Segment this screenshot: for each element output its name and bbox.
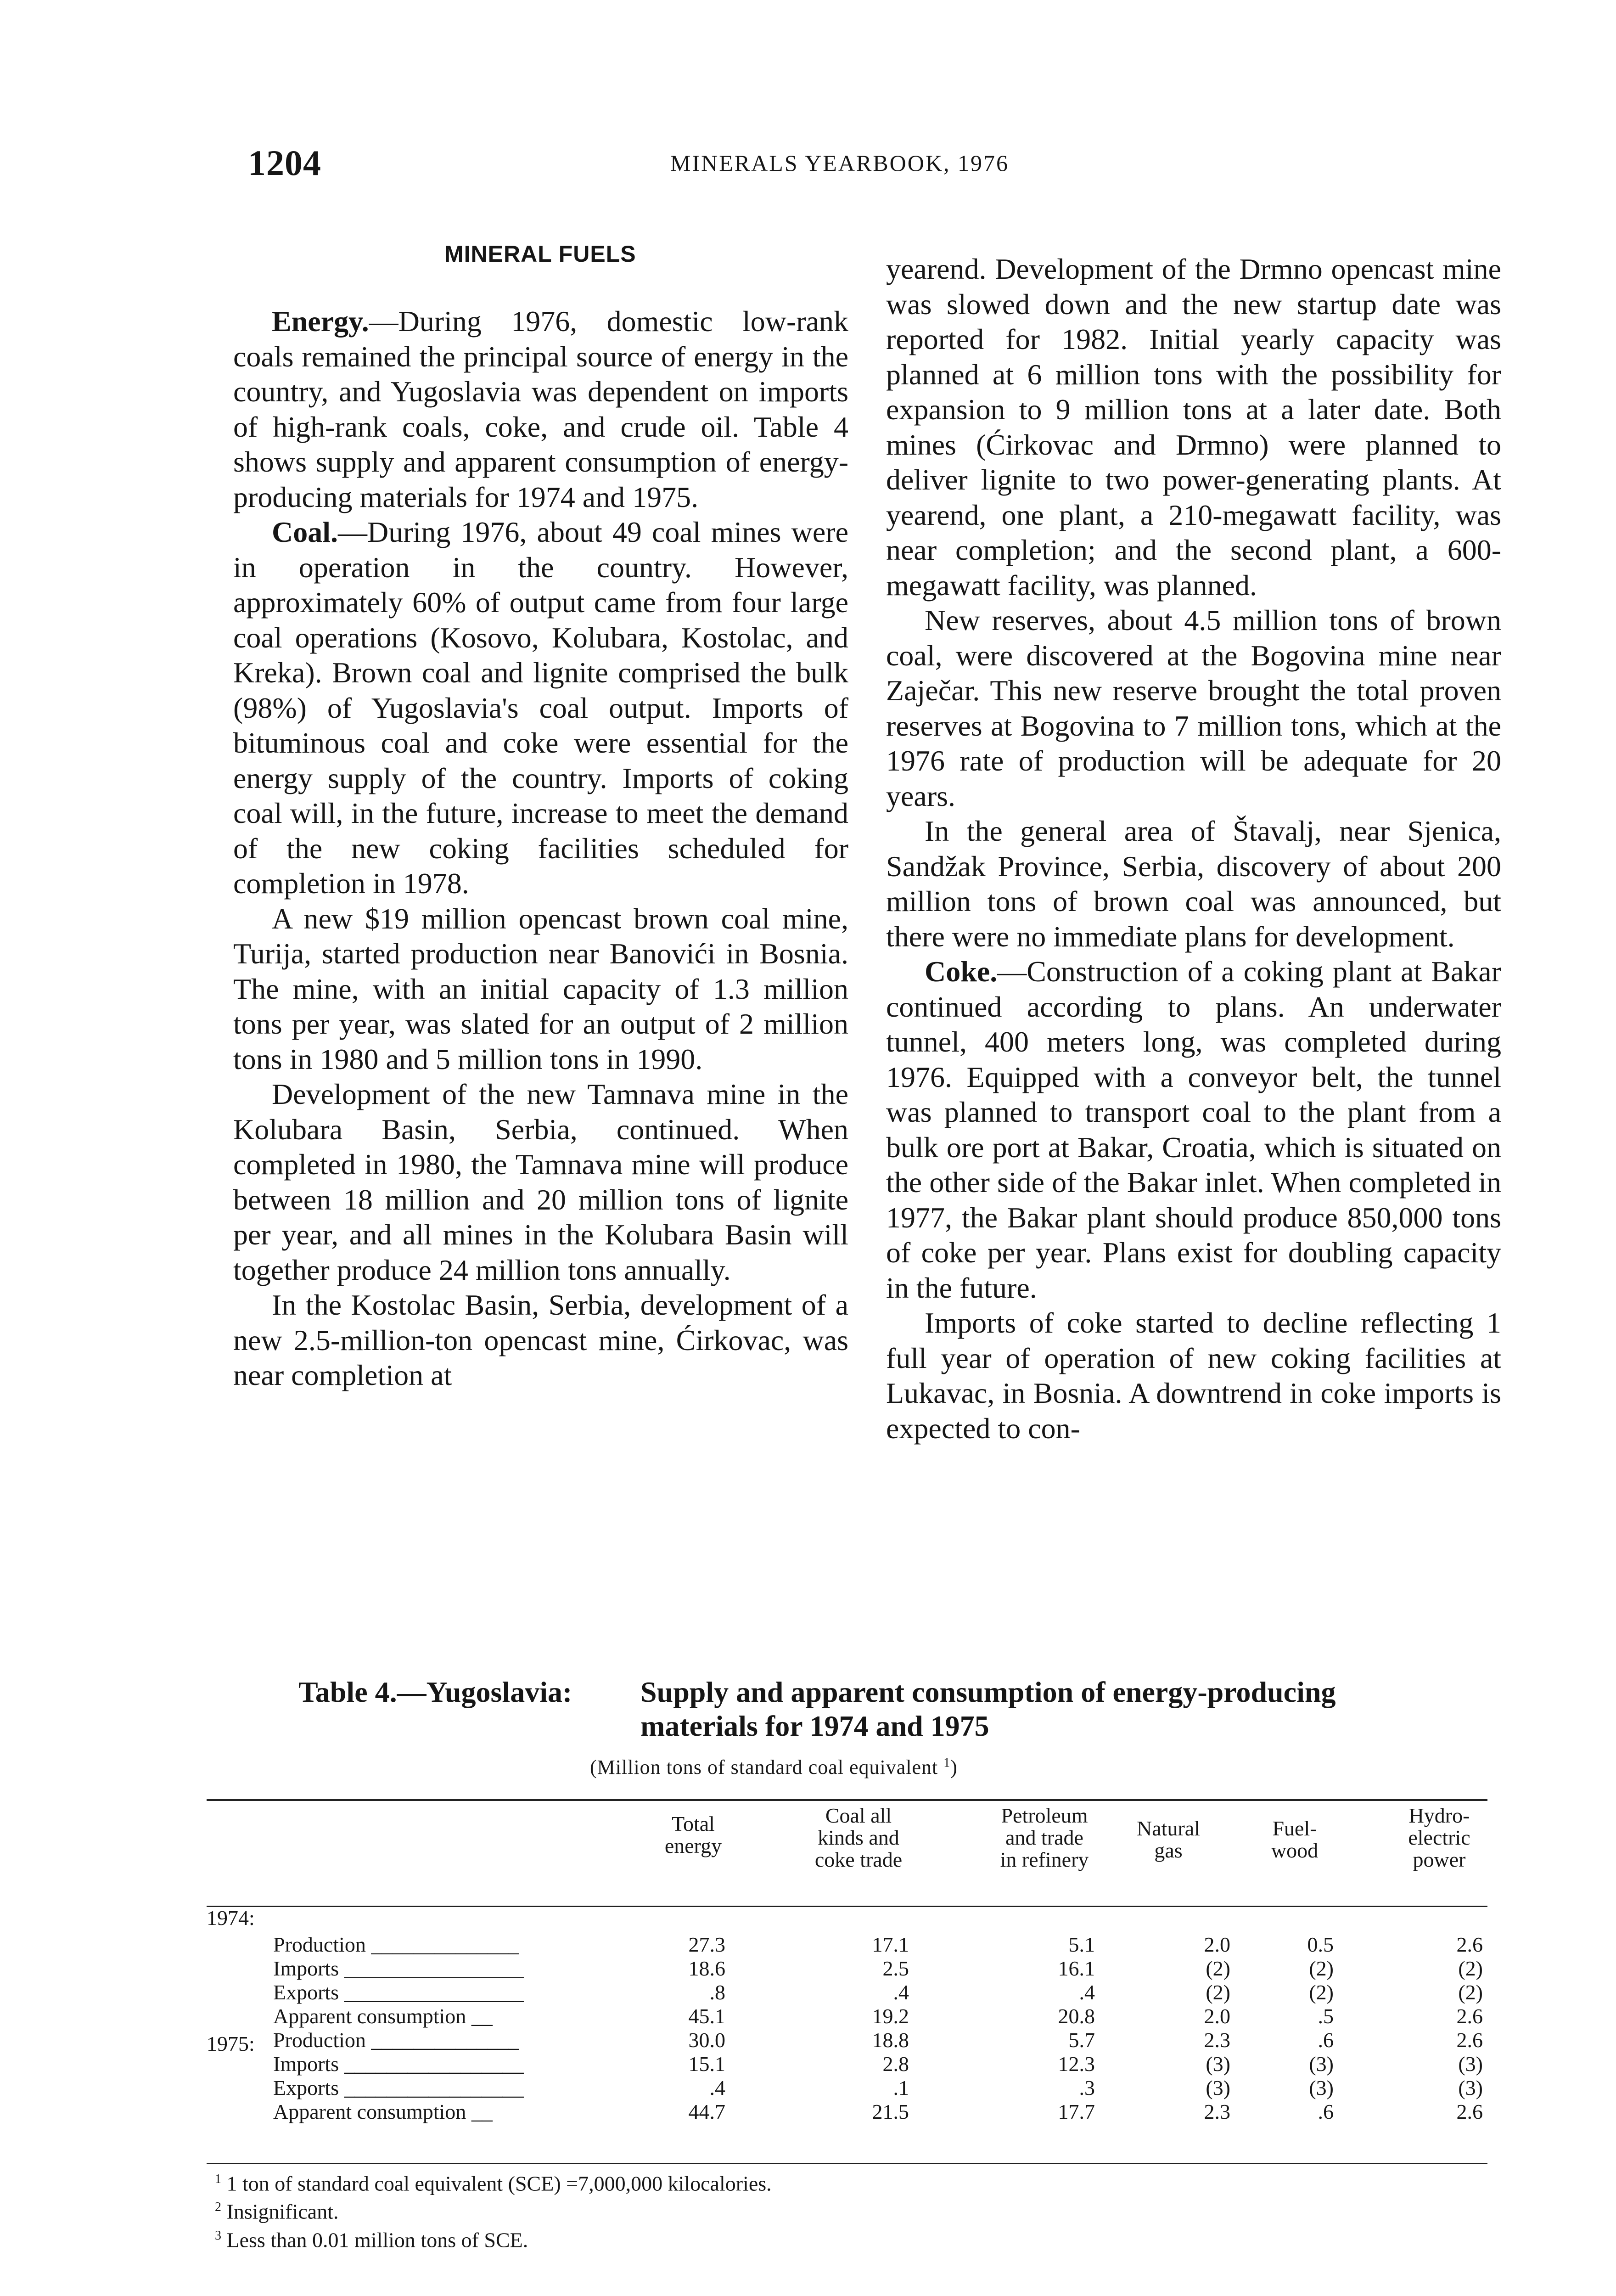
- paragraph-text: In the general area of Štavalj, near Sjenica, Sandžak Province, Serbia, discovery of about 200 million tons of brown coal was announced, but there were no immediate plans for development.: [886, 815, 1501, 953]
- table-cell: .4: [709, 2076, 725, 2099]
- table-cell: 2.3: [1204, 2028, 1230, 2052]
- body-paragraph: [886, 814, 1501, 954]
- body-paragraph: [886, 252, 1501, 603]
- table-cell: 2.6: [1456, 1933, 1483, 1956]
- body-paragraph: [233, 1288, 848, 1393]
- table-cell: .4: [893, 1981, 909, 2004]
- paragraph-runin-heading: Coal.: [272, 516, 338, 548]
- footnote: [215, 2224, 772, 2252]
- column-header: [1116, 1818, 1221, 1862]
- table-cell: (2): [1206, 1981, 1230, 2004]
- table-cell: .5: [1318, 2004, 1334, 2028]
- table-cell: 2.0: [1204, 1933, 1230, 1956]
- column-header-line: Natural: [1137, 1817, 1200, 1840]
- column-header: [783, 1805, 934, 1871]
- table-cell: 16.1: [1058, 1957, 1095, 1980]
- row-label-text: Exports: [273, 1981, 339, 2004]
- body-paragraph: [233, 901, 848, 1077]
- table-cell: 2.0: [1204, 2004, 1230, 2028]
- table-cell: 17.7: [1058, 2100, 1095, 2123]
- column-header: [1380, 1805, 1499, 1871]
- row-label-text: Imports: [273, 2052, 339, 2076]
- table-row-label: [273, 2099, 493, 2124]
- body-paragraph: [233, 515, 848, 901]
- table-cell: (2): [1458, 1981, 1483, 2004]
- table-cell: .1: [893, 2076, 909, 2099]
- table-cell: 2.3: [1204, 2100, 1230, 2123]
- column-header: [962, 1805, 1127, 1871]
- paragraph-text: A new $19 million opencast brown coal mine, Turija, started production near Banovići in Bosnia. The mine, with an initial capacity of 1.3 million tons per year, was slated for an output of 2 million tons in 1980 and 5 million tons in 1990.: [233, 902, 848, 1075]
- table-cell: 44.7: [688, 2100, 725, 2123]
- column-header-line: power: [1413, 1848, 1466, 1871]
- footnote-mark: 3: [215, 2228, 221, 2243]
- column-header-line: gas: [1154, 1839, 1183, 1862]
- table-cell: (2): [1458, 1957, 1483, 1980]
- table-cell: .6: [1318, 2100, 1334, 2123]
- table-cell: 15.1: [688, 2052, 725, 2076]
- paragraph-text: New reserves, about 4.5 million tons of brown coal, were discovered at the Bogovina mine near Zaječar. This new reserve brought the total proven reserves at Bogovina to 7 million tons, which at the 1976 rate of production will be adequate for 20 years.: [886, 604, 1501, 812]
- footnote-mark: 2: [215, 2200, 221, 2215]
- table-cell: (2): [1309, 1981, 1334, 2004]
- table-cell: 30.0: [688, 2028, 725, 2052]
- paragraph-text: —During 1976, about 49 coal mines were in operation in the country. However, approximately 60% of output came from four large coal operations (Kosovo, Kolubara, Kostolac, and Kreka). Brown coal and lignite comprised the bulk (98%) of Yugoslavia's coal output. Imports of bituminous coal and coke were essential for the energy supply of the country. Imports of coking coal will, in the future, increase to meet the demand of the new coking facilities scheduled for completion in 1978.: [233, 516, 848, 900]
- table-units-suffix: ): [950, 1756, 958, 1778]
- body-paragraph: [886, 1306, 1501, 1446]
- row-label-text: Exports: [273, 2076, 339, 2099]
- column-header-line: Hydro-: [1408, 1804, 1470, 1827]
- row-label-leader: ______________: [365, 2028, 519, 2052]
- row-label-leader: __: [466, 2100, 493, 2123]
- row-label-leader: __: [466, 2004, 493, 2028]
- table-cell: 0.5: [1307, 1933, 1334, 1956]
- footnote: [215, 2167, 772, 2195]
- body-paragraph: [886, 603, 1501, 814]
- column-header-line: Petroleum: [1001, 1804, 1088, 1827]
- column-header-line: Coal all: [825, 1804, 892, 1827]
- column-header-line: Total: [672, 1812, 715, 1835]
- section-title: MINERAL FUELS: [444, 241, 636, 267]
- table-row-label: [273, 2052, 524, 2076]
- page-number: 1204: [248, 143, 321, 183]
- row-label-text: Apparent consumption: [273, 2100, 466, 2123]
- table-cell: 2.6: [1456, 2004, 1483, 2028]
- table-cell: (3): [1309, 2076, 1334, 2099]
- table-cell: (3): [1206, 2052, 1230, 2076]
- body-paragraph: [886, 954, 1501, 1306]
- table-cell: (2): [1309, 1957, 1334, 1980]
- table-title: Supply and apparent consumption of energy-producing materials for 1974 and 1975: [640, 1676, 1336, 1742]
- table-cell: .6: [1318, 2028, 1334, 2052]
- body-paragraph: [233, 1077, 848, 1288]
- column-header-line: and trade: [1005, 1826, 1083, 1849]
- column-header-line: electric: [1408, 1826, 1470, 1849]
- table-cell: 21.5: [872, 2100, 909, 2123]
- footnote-text: Insignificant.: [226, 2200, 339, 2223]
- table-units-prefix: (Million tons of standard coal equivalent: [590, 1756, 938, 1778]
- table-cell: 45.1: [688, 2004, 725, 2028]
- table-cell: .4: [1079, 1981, 1095, 2004]
- table-cell: 27.3: [688, 1933, 725, 1956]
- paragraph-text: —During 1976, domestic low-rank coals remained the principal source of energy in the country, and Yugoslavia was dependent on imports of high-rank coals, coke, and crude oil. Table 4 shows supply and apparent consumption of energy-producing materials for 1974 and 1975.: [233, 305, 848, 513]
- table-cell: 12.3: [1058, 2052, 1095, 2076]
- table-cell: (3): [1458, 2076, 1483, 2099]
- table-cell: 5.1: [1068, 1933, 1095, 1956]
- right-column: [886, 252, 1501, 1446]
- row-label-text: Production: [273, 1933, 366, 1956]
- column-header: [634, 1813, 753, 1857]
- table-cell: (3): [1309, 2052, 1334, 2076]
- table-cell: 17.1: [872, 1933, 909, 1956]
- table-units: [590, 1756, 958, 1779]
- paragraph-runin-heading: Coke.: [925, 955, 998, 988]
- column-header-line: wood: [1271, 1839, 1319, 1862]
- table-cell: 2.6: [1456, 2028, 1483, 2052]
- left-column: [233, 304, 848, 1393]
- column-header-line: in refinery: [1000, 1848, 1089, 1871]
- paragraph-text: Development of the new Tamnava mine in the Kolubara Basin, Serbia, continued. When completed in 1980, the Tamnava mine will produce between 18 million and 20 million tons of lignite per year, and all mines in the Kolubara Basin will together produce 24 million tons annually.: [233, 1078, 848, 1286]
- column-header: [1251, 1818, 1338, 1862]
- column-header-line: Fuel-: [1272, 1817, 1317, 1840]
- row-label-text: Apparent consumption: [273, 2004, 466, 2028]
- paragraph-runin-heading: Energy.: [272, 305, 369, 338]
- table-year-label: 1974:: [207, 1906, 255, 1930]
- table-row-label: [273, 2076, 524, 2100]
- paragraph-text: yearend. Development of the Drmno opencast mine was slowed down and the new startup date was reported for 1982. Initial yearly capacity was planned at 6 million tons with the possibility for expansion to 9 million tons at a later date. Both mines (Ćirkovac and Drmno) were planned to deliver lignite to two power-generating plants. At yearend, one plant, a 210-megawatt facility, was near completion; and the second plant, a 600-megawatt facility, was planned.: [886, 253, 1501, 602]
- table-cell: 18.8: [872, 2028, 909, 2052]
- table-row-label: [273, 1932, 519, 1957]
- table-label: Table 4.—Yugoslavia:: [298, 1676, 572, 1708]
- row-label-leader: _________________: [339, 1981, 524, 2004]
- table-cell: 2.8: [882, 2052, 909, 2076]
- table-row-label: [273, 1956, 524, 1981]
- column-header-line: coke trade: [814, 1848, 903, 1871]
- table-cell: 2.6: [1456, 2100, 1483, 2123]
- row-label-text: Imports: [273, 1957, 339, 1980]
- row-label-leader: _________________: [339, 2052, 524, 2076]
- table-cell: (3): [1458, 2052, 1483, 2076]
- table-row-label: [273, 2004, 493, 2028]
- table-row-label: [273, 2028, 519, 2052]
- body-paragraph: [233, 304, 848, 515]
- energy-table: [207, 1800, 1487, 2204]
- footnote-mark: 1: [215, 2172, 221, 2186]
- footnote: [215, 2195, 772, 2223]
- table-cell: .8: [709, 1981, 725, 2004]
- paragraph-text: Imports of coke started to decline reflecting 1 full year of operation of new coking facilities at Lukavac, in Bosnia. A downtrend in coke imports is expected to con-: [886, 1306, 1501, 1445]
- row-label-leader: ______________: [365, 1933, 519, 1956]
- table-year-label: 1975:: [207, 2032, 255, 2055]
- row-label-leader: _________________: [339, 1957, 524, 1980]
- table-cell: 19.2: [872, 2004, 909, 2028]
- table-cell: (2): [1206, 1957, 1230, 1980]
- paragraph-text: In the Kostolac Basin, Serbia, development of a new 2.5-million-ton opencast mine, Ćirkovac, was near completion at: [233, 1289, 848, 1391]
- table-cell: .3: [1079, 2076, 1095, 2099]
- table-cell: 18.6: [688, 1957, 725, 1980]
- paragraph-text: —Construction of a coking plant at Bakar continued according to plans. An underwater tunnel, 400 meters long, was completed during 1976. Equipped with a conveyor belt, the tunnel was planned to transport coal to the plant from a bulk ore port at Bakar, Croatia, which is situated on the other side of the Bakar inlet. When completed in 1977, the Bakar plant should produce 850,000 tons of coke per year. Plans exist for doubling capacity in the future.: [886, 955, 1501, 1304]
- table-units-note: 1: [943, 1756, 951, 1770]
- row-label-text: Production: [273, 2028, 366, 2052]
- column-header-line: kinds and: [818, 1826, 899, 1849]
- table-cell: (3): [1206, 2076, 1230, 2099]
- table-cell: 20.8: [1058, 2004, 1095, 2028]
- table-row-label: [273, 1980, 524, 2004]
- footnote-text: Less than 0.01 million tons of SCE.: [226, 2228, 528, 2251]
- table-footnotes: [215, 2167, 772, 2252]
- running-head: MINERALS YEARBOOK, 1976: [670, 150, 1009, 176]
- footnote-text: 1 ton of standard coal equivalent (SCE) =7,000,000 kilocalories.: [226, 2172, 772, 2195]
- table-cell: 5.7: [1068, 2028, 1095, 2052]
- column-header-line: energy: [664, 1834, 722, 1857]
- table-cell: 2.5: [882, 1957, 909, 1980]
- row-label-leader: _________________: [339, 2076, 524, 2099]
